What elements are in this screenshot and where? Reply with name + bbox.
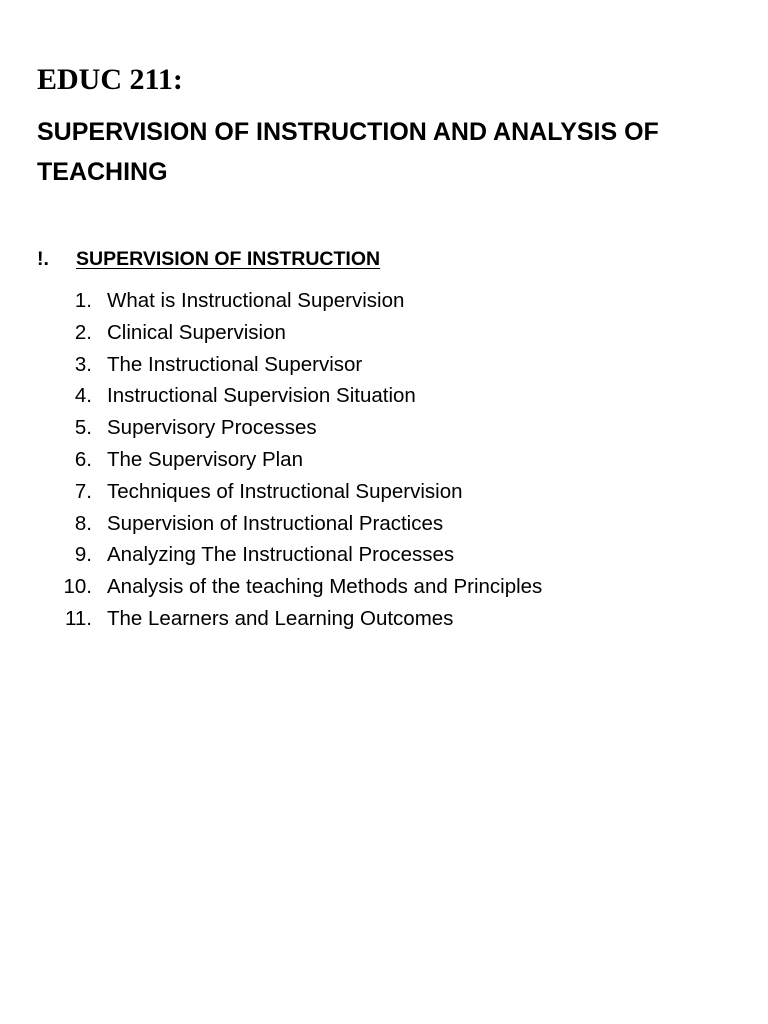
list-item-number: 2. [74,320,92,344]
list-item-text: What is Instructional Supervision [107,289,405,312]
list-item-number: 5. [74,416,92,440]
course-code: EDUC 211: [37,63,183,96]
list-item-text: The Supervisory Plan [107,447,303,471]
list-item-text: Analysis of the teaching Methods and Principles [107,575,543,599]
list-item-number: 4. [74,384,92,408]
list-item-text: Supervisory Processes [107,416,317,440]
list-item-text: The Instructional Supervisor [107,352,363,376]
list-item-number: 8. [74,511,92,535]
list-item-number: 6. [74,447,92,471]
section-marker: !. [37,248,49,270]
list-item-text: The Learners and Learning Outcomes [107,606,454,630]
list-item-text: Supervision of Instructional Practices [107,511,444,535]
list-item-number: 3. [74,352,92,376]
list-item-text: Instructional Supervision Situation [107,384,416,408]
list-item-number: 11. [65,606,92,630]
list-item-number: 9. [74,543,92,567]
list-item-number: 1. [74,289,92,312]
list-item-text: Clinical Supervision [107,320,286,344]
list-item-number: 10. [63,575,92,599]
section-title: SUPERVISION OF INSTRUCTION [76,248,381,270]
list-item-text: Analyzing The Instructional Processes [107,543,455,567]
course-title: SUPERVISION OF INSTRUCTION AND ANALYSIS OF TEACHING [37,118,659,186]
list-item-number: 7. [74,479,92,503]
section-heading [37,244,380,274]
list-item-text: Techniques of Instructional Supervision [107,479,463,503]
